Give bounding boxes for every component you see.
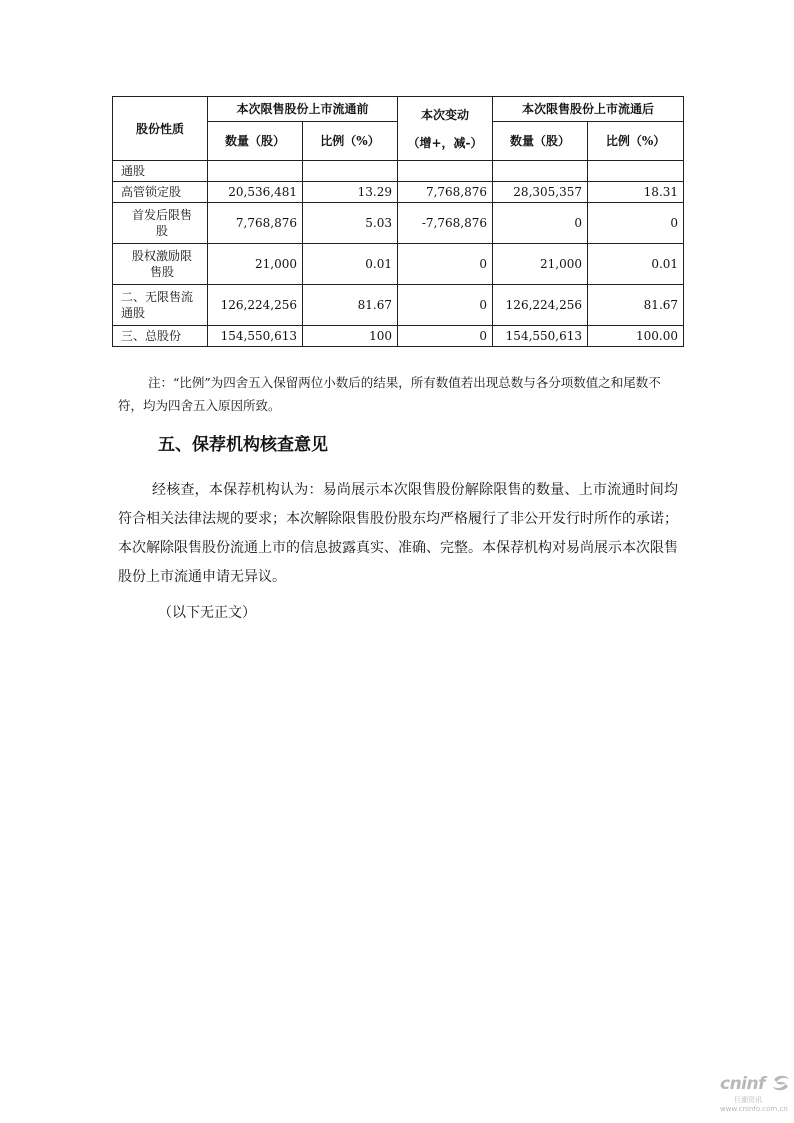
header-after: 本次限售股份上市流通后 [493, 97, 684, 122]
swirl-icon [770, 1072, 792, 1094]
ratio-before [303, 161, 398, 182]
ratio-before: 81.67 [303, 285, 398, 326]
row-name: 三、总股份 [113, 326, 208, 347]
qty-before: 20,536,481 [208, 182, 303, 203]
verification-paragraph: 经核查，本保荐机构认为：易尚展示本次限售股份解除限售的数量、上市流通时间均符合相关法律法规的要求；本次解除限售股份股东均严格履行了非公开发行时所作的承诺；本次解除限售股份流通上市的信息披露真实、准确、完整。本保荐机构对易尚展示本次限售股份上市流通申请无异议。 [118, 482, 678, 585]
qty-after [493, 161, 588, 182]
row-name: 股权激励限售股 [113, 244, 208, 285]
logo-brand: cninf [720, 1074, 766, 1094]
table-row [113, 203, 684, 244]
change [398, 161, 493, 182]
qty-before: 7,768,876 [208, 203, 303, 244]
qty-after: 126,224,256 [493, 285, 588, 326]
header-change [398, 97, 493, 161]
header-nature: 股份性质 [113, 97, 208, 161]
change: 7,768,876 [398, 182, 493, 203]
change: 0 [398, 285, 493, 326]
ratio-before: 5.03 [303, 203, 398, 244]
table-row [113, 326, 684, 347]
qty-before: 154,550,613 [208, 326, 303, 347]
row-name: 首发后限售股 [113, 203, 208, 244]
ratio-before: 100 [303, 326, 398, 347]
header-change-line1: 本次变动 [421, 107, 470, 122]
row-name: 二、无限售流通股 [113, 285, 208, 326]
table-row [113, 182, 684, 203]
table-row [113, 244, 684, 285]
qty-before: 126,224,256 [208, 285, 303, 326]
ratio-before: 13.29 [303, 182, 398, 203]
qty-after: 21,000 [493, 244, 588, 285]
cninfo-logo [714, 1068, 794, 1118]
table-row [113, 161, 684, 182]
qty-before: 21,000 [208, 244, 303, 285]
header-ratio-after: 比例（%） [588, 122, 684, 161]
ratio-after: 0 [588, 203, 684, 244]
qty-after: 0 [493, 203, 588, 244]
table-row [113, 285, 684, 326]
ratio-after: 81.67 [588, 285, 684, 326]
row-name: 高管锁定股 [113, 182, 208, 203]
qty-before [208, 161, 303, 182]
ratio-before: 0.01 [303, 244, 398, 285]
header-qty-after: 数量（股） [493, 122, 588, 161]
change: -7,768,876 [398, 203, 493, 244]
logo-name-cn: 巨潮资讯 [734, 1096, 762, 1104]
ratio-after: 18.31 [588, 182, 684, 203]
header-qty-before: 数量（股） [208, 122, 303, 161]
table-note: 注：“比例”为四舍五入保留两位小数后的结果，所有数值若出现总数与各分项数值之和尾数不符，均为四舍五入原因所致。 [118, 375, 661, 413]
ratio-after [588, 161, 684, 182]
change: 0 [398, 244, 493, 285]
share-structure-table [112, 96, 684, 347]
header-change-line2: （增+，减-） [407, 135, 483, 150]
closing-remark: （以下无正文） [158, 605, 256, 621]
section-title: 五、保荐机构核查意见 [158, 435, 328, 455]
header-before: 本次限售股份上市流通前 [208, 97, 398, 122]
logo-url: www.cninfo.com.cn [720, 1105, 788, 1113]
row-name: 通股 [113, 161, 208, 182]
qty-after: 28,305,357 [493, 182, 588, 203]
qty-after: 154,550,613 [493, 326, 588, 347]
header-ratio-before: 比例（%） [303, 122, 398, 161]
ratio-after: 0.01 [588, 244, 684, 285]
change: 0 [398, 326, 493, 347]
ratio-after: 100.00 [588, 326, 684, 347]
